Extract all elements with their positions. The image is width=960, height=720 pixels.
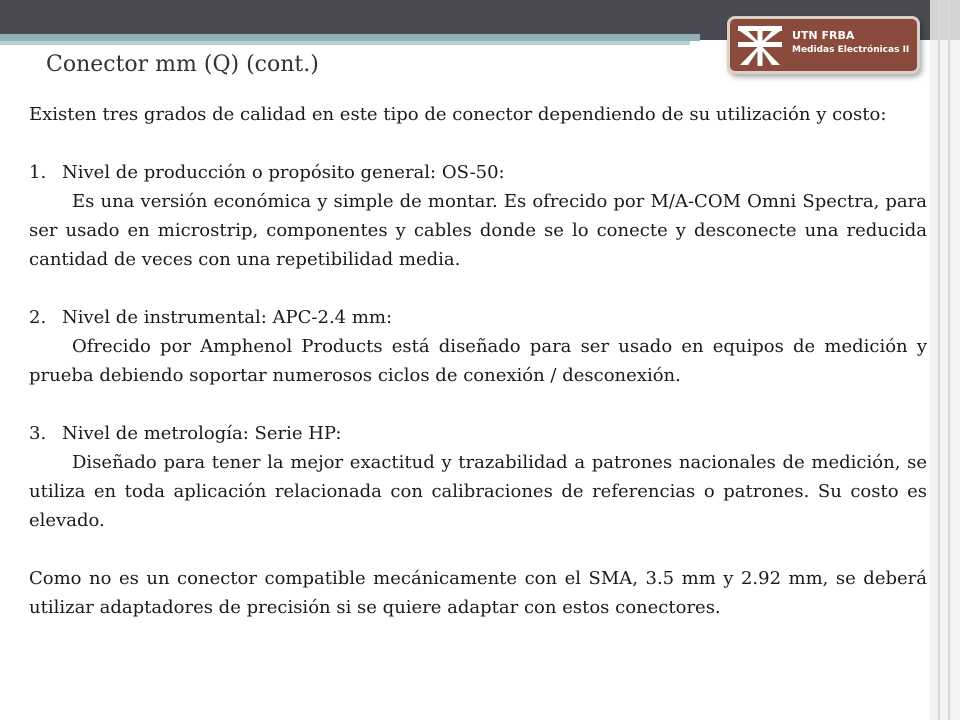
accent-stripe — [0, 34, 700, 41]
list-item-heading — [29, 419, 927, 448]
scroll-track-line — [948, 0, 950, 720]
scroll-thumb[interactable] — [930, 0, 960, 40]
list-heading-text: Nivel de instrumental: APC-2.4 mm: — [62, 307, 393, 328]
closing-paragraph: Como no es un conector compatible mecánicamente con el SMA, 3.5 mm y 2.92 mm, se deberá utilizar adaptadores de precisión si se quiere adaptar con estos conectores. — [29, 568, 927, 618]
list-number: 1. — [29, 162, 47, 183]
spacer — [29, 390, 927, 419]
slide-title: Conector mm (Q) (cont.) — [46, 52, 319, 77]
accent-stripe-light — [0, 41, 690, 45]
spacer — [29, 535, 927, 564]
utn-logo-badge — [727, 16, 920, 74]
logo-subtitle: Medidas Electrónicas II — [792, 45, 910, 55]
slide-body — [29, 100, 927, 622]
list-item-description: Ofrecido por Amphenol Products está diseñado para ser usado en equipos de medición y prueba debiendo soportar numerosos ciclos de conexión / desconexión. — [29, 336, 927, 386]
list-number: 3. — [29, 423, 47, 444]
list-number: 2. — [29, 307, 47, 328]
scroll-track-line — [938, 0, 940, 720]
list-item-description: Es una versión económica y simple de montar. Es ofrecido por M/A-COM Omni Spectra, para ser usado en microstrip, componentes y cables donde se lo conecte y desconecte una reducida cantidad de veces con una repetibilidad media. — [29, 191, 927, 270]
utn-emblem-icon — [736, 24, 784, 68]
list-item-description: Diseñado para tener la mejor exactitud y trazabilidad a patrones nacionales de medición, se utiliza en toda aplicación relacionada con calibraciones de referencias o patrones. Su costo es elevado. — [29, 452, 927, 531]
list-heading-text: Nivel de metrología: Serie HP: — [62, 423, 342, 444]
spacer — [29, 129, 927, 158]
logo-title: UTN FRBA — [792, 29, 855, 42]
list-item-heading — [29, 158, 927, 187]
side-scroll-panel[interactable] — [930, 0, 960, 720]
spacer — [29, 274, 927, 303]
intro-paragraph: Existen tres grados de calidad en este tipo de conector dependiendo de su utilización y costo: — [29, 104, 887, 125]
list-item-heading — [29, 303, 927, 332]
list-heading-text: Nivel de producción o propósito general: OS-50: — [62, 162, 505, 183]
